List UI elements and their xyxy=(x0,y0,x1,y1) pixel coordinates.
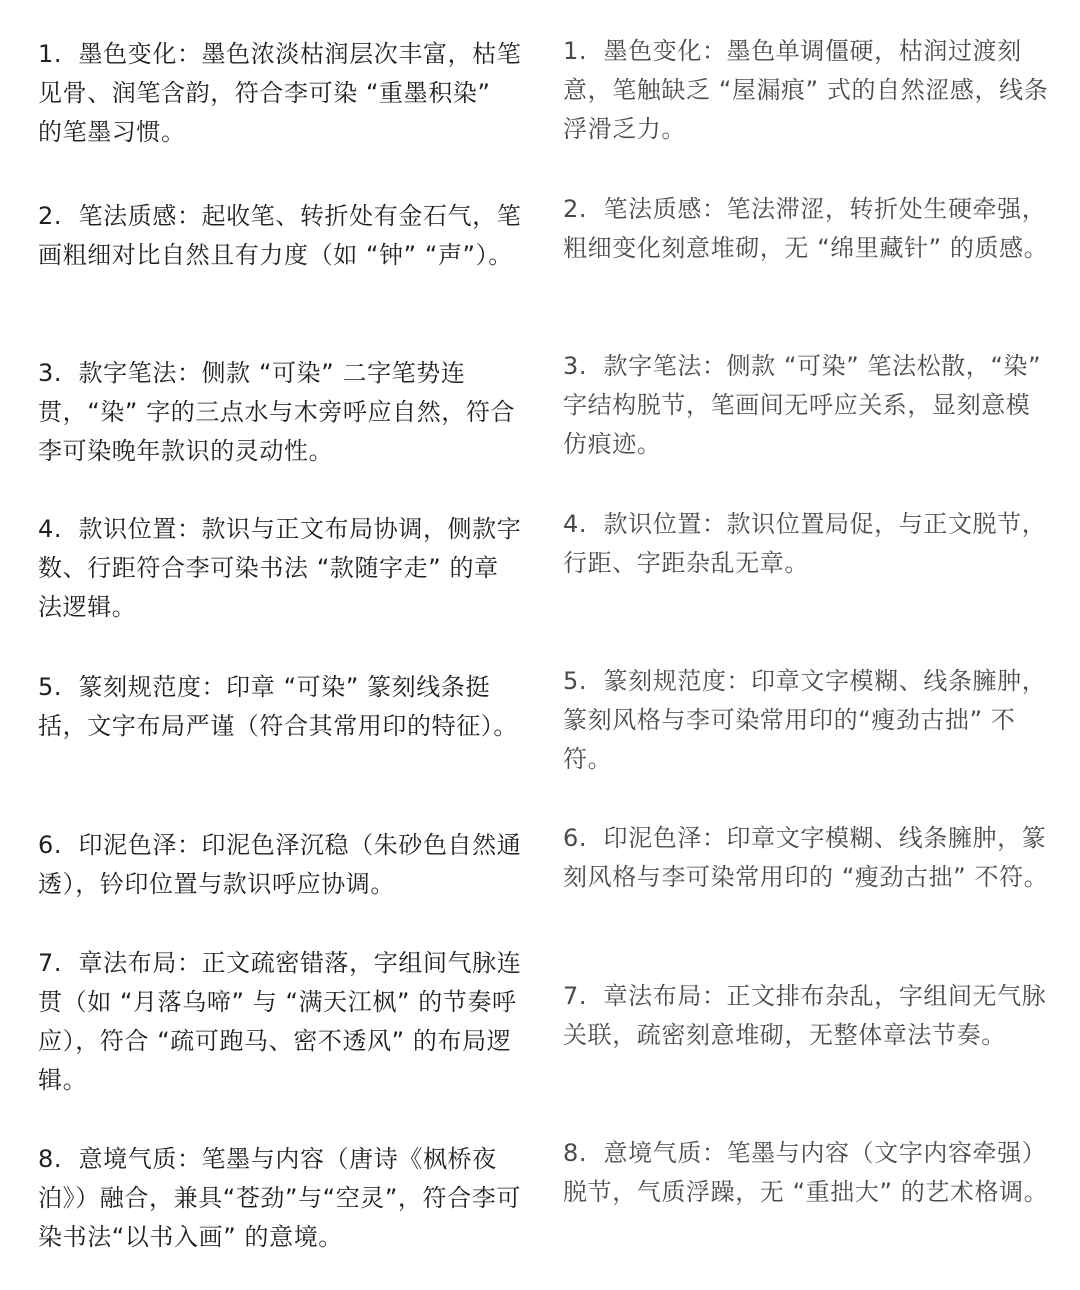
criterion-item-seal-ink-color: 6. 印泥色泽：印章文字模糊、线条臃肿，篆刻风格与李可染常用印的 “瘦劲古拙” 不符。 xyxy=(563,824,1049,891)
criterion-item-seal-carving: 5. 篆刻规范度：印章文字模糊、线条臃肿，篆刻风格与李可染常用印的“瘦劲古拙” 不符。 xyxy=(563,667,1047,773)
criterion-item-artistic-mood: 8. 意境气质：笔墨与内容（文字内容牵强）脱节，气质浮躁，无 “重拙大” 的艺术格调。 xyxy=(563,1139,1049,1206)
criterion-item-brushwork: 2. 笔法质感：笔法滞涩，转折处生硬牵强，粗细变化刻意堆砌，无 “绵里藏针” 的质感。 xyxy=(563,195,1049,262)
criterion-item-seal-carving: 5. 篆刻规范度：印章 “可染” 篆刻线条挺括，文字布局严谨（符合其常用印的特征）。 xyxy=(38,673,518,740)
criterion-item-brushwork: 2. 笔法质感：起收笔、转折处有金石气，笔画粗细对比自然且有力度（如 “钟” “声”）。 xyxy=(38,202,522,269)
criterion-item-inscription-strokes: 3. 款字笔法：侧款 “可染” 二字笔势连贯，“染” 字的三点水与木旁呼应自然，符合李可染晚年款识的灵动性。 xyxy=(38,359,516,465)
criterion-item-ink-tone: 1. 墨色变化：墨色浓淡枯润层次丰富，枯笔见骨、润笔含韵，符合李可染 “重墨积染” 的笔墨习惯。 xyxy=(38,40,522,146)
criterion-item-artistic-mood: 8. 意境气质：笔墨与内容（唐诗《枫桥夜泊》）融合，兼具“苍劲”与“空灵”，符合李可染书法“以书入画” 的意境。 xyxy=(38,1145,521,1251)
criterion-item-inscription-position: 4. 款识位置：款识与正文布局协调，侧款字数、行距符合李可染书法 “款随字走” 的章法逻辑。 xyxy=(38,515,522,621)
criterion-item-composition: 7. 章法布局：正文排布杂乱，字组间无气脉关联，疏密刻意堆砌，无整体章法节奏。 xyxy=(563,982,1047,1049)
criterion-item-inscription-position: 4. 款识位置：款识位置局促，与正文脱节，行距、字距杂乱无章。 xyxy=(563,510,1047,577)
criterion-item-inscription-strokes: 3. 款字笔法：侧款 “可染” 笔法松散，“染” 字结构脱节，笔画间无呼应关系，显刻意模仿痕迹。 xyxy=(563,352,1050,458)
criterion-item-ink-tone: 1. 墨色变化：墨色单调僵硬，枯润过渡刻意，笔触缺乏 “屋漏痕” 式的自然涩感，线条浮滑乏力。 xyxy=(563,37,1049,143)
criterion-item-composition: 7. 章法布局：正文疏密错落，字组间气脉连贯（如 “月落乌啼” 与 “满天江枫” 的节奏呼应），符合 “疏可跑马、密不透风” 的布局逻辑。 xyxy=(38,949,522,1094)
criterion-item-seal-ink-color: 6. 印泥色泽：印泥色泽沉稳（朱砂色自然通透），钤印位置与款识呼应协调。 xyxy=(38,831,522,898)
